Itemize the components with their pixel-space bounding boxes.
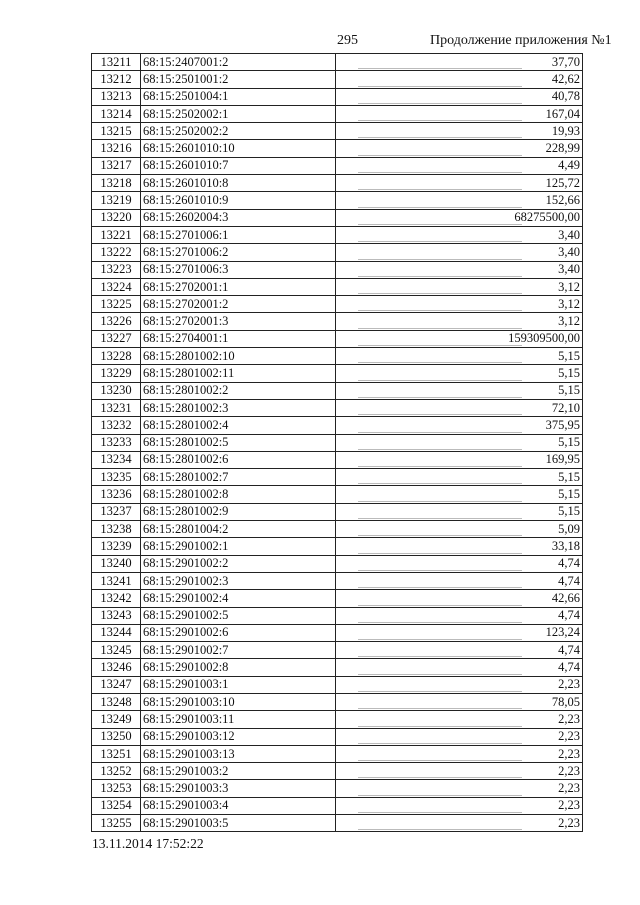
table-row [92,693,583,710]
table-row [92,728,583,745]
row-number-cell: 13242 [92,590,141,607]
cadastral-number-cell: 68:15:2901002:2 [141,555,336,572]
table-row [92,313,583,330]
cadastral-number-cell: 68:15:2702001:2 [141,296,336,313]
table-row [92,54,583,71]
value-cell: 123,24 [336,624,583,641]
footer-timestamp: 13.11.2014 17:52:22 [92,836,204,851]
cadastral-number-cell: 68:15:2901003:3 [141,780,336,797]
cadastral-number-cell: 68:15:2901003:12 [141,728,336,745]
table-row [92,815,583,832]
cadastral-number-cell: 68:15:2702001:3 [141,313,336,330]
value-cell: 42,62 [336,71,583,88]
table-row [92,261,583,278]
row-number-cell: 13227 [92,330,141,347]
row-number-cell: 13246 [92,659,141,676]
cadastral-number-cell: 68:15:2801002:3 [141,399,336,416]
table-row [92,88,583,105]
cadastral-number-cell: 68:15:2601010:10 [141,140,336,157]
cadastral-number-cell: 68:15:2701006:3 [141,261,336,278]
value-cell: 4,74 [336,659,583,676]
value-cell: 3,40 [336,226,583,243]
value-cell: 2,23 [336,676,583,693]
row-number-cell: 13229 [92,365,141,382]
row-number-cell: 13252 [92,763,141,780]
table-row [92,659,583,676]
table-row [92,140,583,157]
cadastral-number-cell: 68:15:2801002:8 [141,486,336,503]
table-row [92,105,583,122]
table-row [92,157,583,174]
value-cell: 5,15 [336,469,583,486]
table-row [92,642,583,659]
row-number-cell: 13234 [92,451,141,468]
cadastral-number-cell: 68:15:2901002:5 [141,607,336,624]
table-row [92,469,583,486]
table-row [92,451,583,468]
row-number-cell: 13243 [92,607,141,624]
table-row [92,538,583,555]
cadastral-number-cell: 68:15:2901003:5 [141,815,336,832]
row-number-cell: 13251 [92,745,141,762]
value-cell: 152,66 [336,192,583,209]
row-number-cell: 13224 [92,278,141,295]
value-cell: 2,23 [336,797,583,814]
row-number-cell: 13236 [92,486,141,503]
cadastral-number-cell: 68:15:2407001:2 [141,54,336,71]
row-number-cell: 13240 [92,555,141,572]
row-number-cell: 13241 [92,572,141,589]
value-cell: 5,15 [336,348,583,365]
row-number-cell: 13220 [92,209,141,226]
value-cell: 72,10 [336,399,583,416]
table-row [92,572,583,589]
row-number-cell: 13249 [92,711,141,728]
value-cell: 159309500,00 [336,330,583,347]
value-cell: 228,99 [336,140,583,157]
table-row [92,244,583,261]
value-cell: 5,09 [336,521,583,538]
table-row [92,175,583,192]
table-row [92,296,583,313]
cadastral-number-cell: 68:15:2801002:2 [141,382,336,399]
cadastral-number-cell: 68:15:2601010:8 [141,175,336,192]
value-cell: 2,23 [336,763,583,780]
cadastral-number-cell: 68:15:2501004:1 [141,88,336,105]
row-number-cell: 13221 [92,226,141,243]
table-row [92,797,583,814]
value-cell: 167,04 [336,105,583,122]
row-number-cell: 13219 [92,192,141,209]
cadastral-number-cell: 68:15:2502002:2 [141,123,336,140]
value-cell: 4,74 [336,555,583,572]
row-number-cell: 13255 [92,815,141,832]
table-row [92,123,583,140]
cadastral-number-cell: 68:15:2901003:4 [141,797,336,814]
table-row [92,417,583,434]
table-row [92,763,583,780]
cadastral-number-cell: 68:15:2901002:1 [141,538,336,555]
cadastral-number-cell: 68:15:2901002:3 [141,572,336,589]
row-number-cell: 13212 [92,71,141,88]
table-row [92,434,583,451]
table-row [92,226,583,243]
cadastral-number-cell: 68:15:2801002:4 [141,417,336,434]
cadastral-number-cell: 68:15:2801002:11 [141,365,336,382]
row-number-cell: 13237 [92,503,141,520]
row-number-cell: 13222 [92,244,141,261]
row-number-cell: 13232 [92,417,141,434]
row-number-cell: 13225 [92,296,141,313]
value-cell: 4,74 [336,642,583,659]
cadastral-number-cell: 68:15:2901002:7 [141,642,336,659]
value-cell: 4,74 [336,607,583,624]
cadastral-number-cell: 68:15:2701006:2 [141,244,336,261]
value-cell: 5,15 [336,382,583,399]
table-row [92,382,583,399]
table-row [92,624,583,641]
table-row [92,365,583,382]
table-row [92,348,583,365]
value-cell: 2,23 [336,728,583,745]
registry-table-body [92,54,583,832]
value-cell: 2,23 [336,745,583,762]
cadastral-number-cell: 68:15:2801002:5 [141,434,336,451]
cadastral-number-cell: 68:15:2901002:6 [141,624,336,641]
value-cell: 19,93 [336,123,583,140]
row-number-cell: 13253 [92,780,141,797]
page-title: Продолжение приложения №1 [430,33,612,48]
row-number-cell: 13245 [92,642,141,659]
cadastral-number-cell: 68:15:2801002:9 [141,503,336,520]
row-number-cell: 13233 [92,434,141,451]
table-row [92,71,583,88]
cadastral-number-cell: 68:15:2602004:3 [141,209,336,226]
row-number-cell: 13226 [92,313,141,330]
cadastral-number-cell: 68:15:2704001:1 [141,330,336,347]
registry-table [91,53,583,832]
table-row [92,503,583,520]
table-row [92,676,583,693]
table-row [92,192,583,209]
value-cell: 3,40 [336,261,583,278]
row-number-cell: 13214 [92,105,141,122]
table-row [92,590,583,607]
value-cell: 2,23 [336,711,583,728]
value-cell: 4,74 [336,572,583,589]
cadastral-number-cell: 68:15:2502002:1 [141,105,336,122]
row-number-cell: 13228 [92,348,141,365]
row-number-cell: 13238 [92,521,141,538]
value-cell: 68275500,00 [336,209,583,226]
value-cell: 40,78 [336,88,583,105]
cadastral-number-cell: 68:15:2801002:7 [141,469,336,486]
cadastral-number-cell: 68:15:2601010:7 [141,157,336,174]
table-row [92,521,583,538]
cadastral-number-cell: 68:15:2901003:1 [141,676,336,693]
page-number: 295 [337,33,358,48]
cadastral-number-cell: 68:15:2801002:10 [141,348,336,365]
row-number-cell: 13231 [92,399,141,416]
row-number-cell: 13244 [92,624,141,641]
cadastral-number-cell: 68:15:2501001:2 [141,71,336,88]
row-number-cell: 13247 [92,676,141,693]
row-number-cell: 13239 [92,538,141,555]
table-row [92,486,583,503]
value-cell: 42,66 [336,590,583,607]
row-number-cell: 13216 [92,140,141,157]
row-number-cell: 13213 [92,88,141,105]
value-cell: 5,15 [336,365,583,382]
row-number-cell: 13254 [92,797,141,814]
table-row [92,780,583,797]
row-number-cell: 13235 [92,469,141,486]
row-number-cell: 13211 [92,54,141,71]
value-cell: 125,72 [336,175,583,192]
cadastral-number-cell: 68:15:2901003:2 [141,763,336,780]
row-number-cell: 13218 [92,175,141,192]
value-cell: 5,15 [336,503,583,520]
value-cell: 4,49 [336,157,583,174]
value-cell: 169,95 [336,451,583,468]
value-cell: 3,12 [336,278,583,295]
cadastral-number-cell: 68:15:2702001:1 [141,278,336,295]
cadastral-number-cell: 68:15:2701006:1 [141,226,336,243]
value-cell: 5,15 [336,486,583,503]
value-cell: 3,12 [336,313,583,330]
row-number-cell: 13217 [92,157,141,174]
value-cell: 3,12 [336,296,583,313]
cadastral-number-cell: 68:15:2901003:11 [141,711,336,728]
value-cell: 5,15 [336,434,583,451]
cadastral-number-cell: 68:15:2901002:8 [141,659,336,676]
row-number-cell: 13250 [92,728,141,745]
table-row [92,607,583,624]
cadastral-number-cell: 68:15:2901002:4 [141,590,336,607]
cadastral-number-cell: 68:15:2901003:13 [141,745,336,762]
cadastral-number-cell: 68:15:2901003:10 [141,693,336,710]
table-row [92,399,583,416]
value-cell: 375,95 [336,417,583,434]
cadastral-number-cell: 68:15:2801004:2 [141,521,336,538]
cadastral-number-cell: 68:15:2801002:6 [141,451,336,468]
table-row [92,209,583,226]
row-number-cell: 13230 [92,382,141,399]
table-row [92,745,583,762]
table-row [92,711,583,728]
row-number-cell: 13223 [92,261,141,278]
value-cell: 3,40 [336,244,583,261]
row-number-cell: 13248 [92,693,141,710]
value-cell: 33,18 [336,538,583,555]
value-cell: 2,23 [336,815,583,832]
value-cell: 37,70 [336,54,583,71]
table-row [92,278,583,295]
table-row [92,330,583,347]
cadastral-number-cell: 68:15:2601010:9 [141,192,336,209]
table-row [92,555,583,572]
value-cell: 2,23 [336,780,583,797]
row-number-cell: 13215 [92,123,141,140]
value-cell: 78,05 [336,693,583,710]
